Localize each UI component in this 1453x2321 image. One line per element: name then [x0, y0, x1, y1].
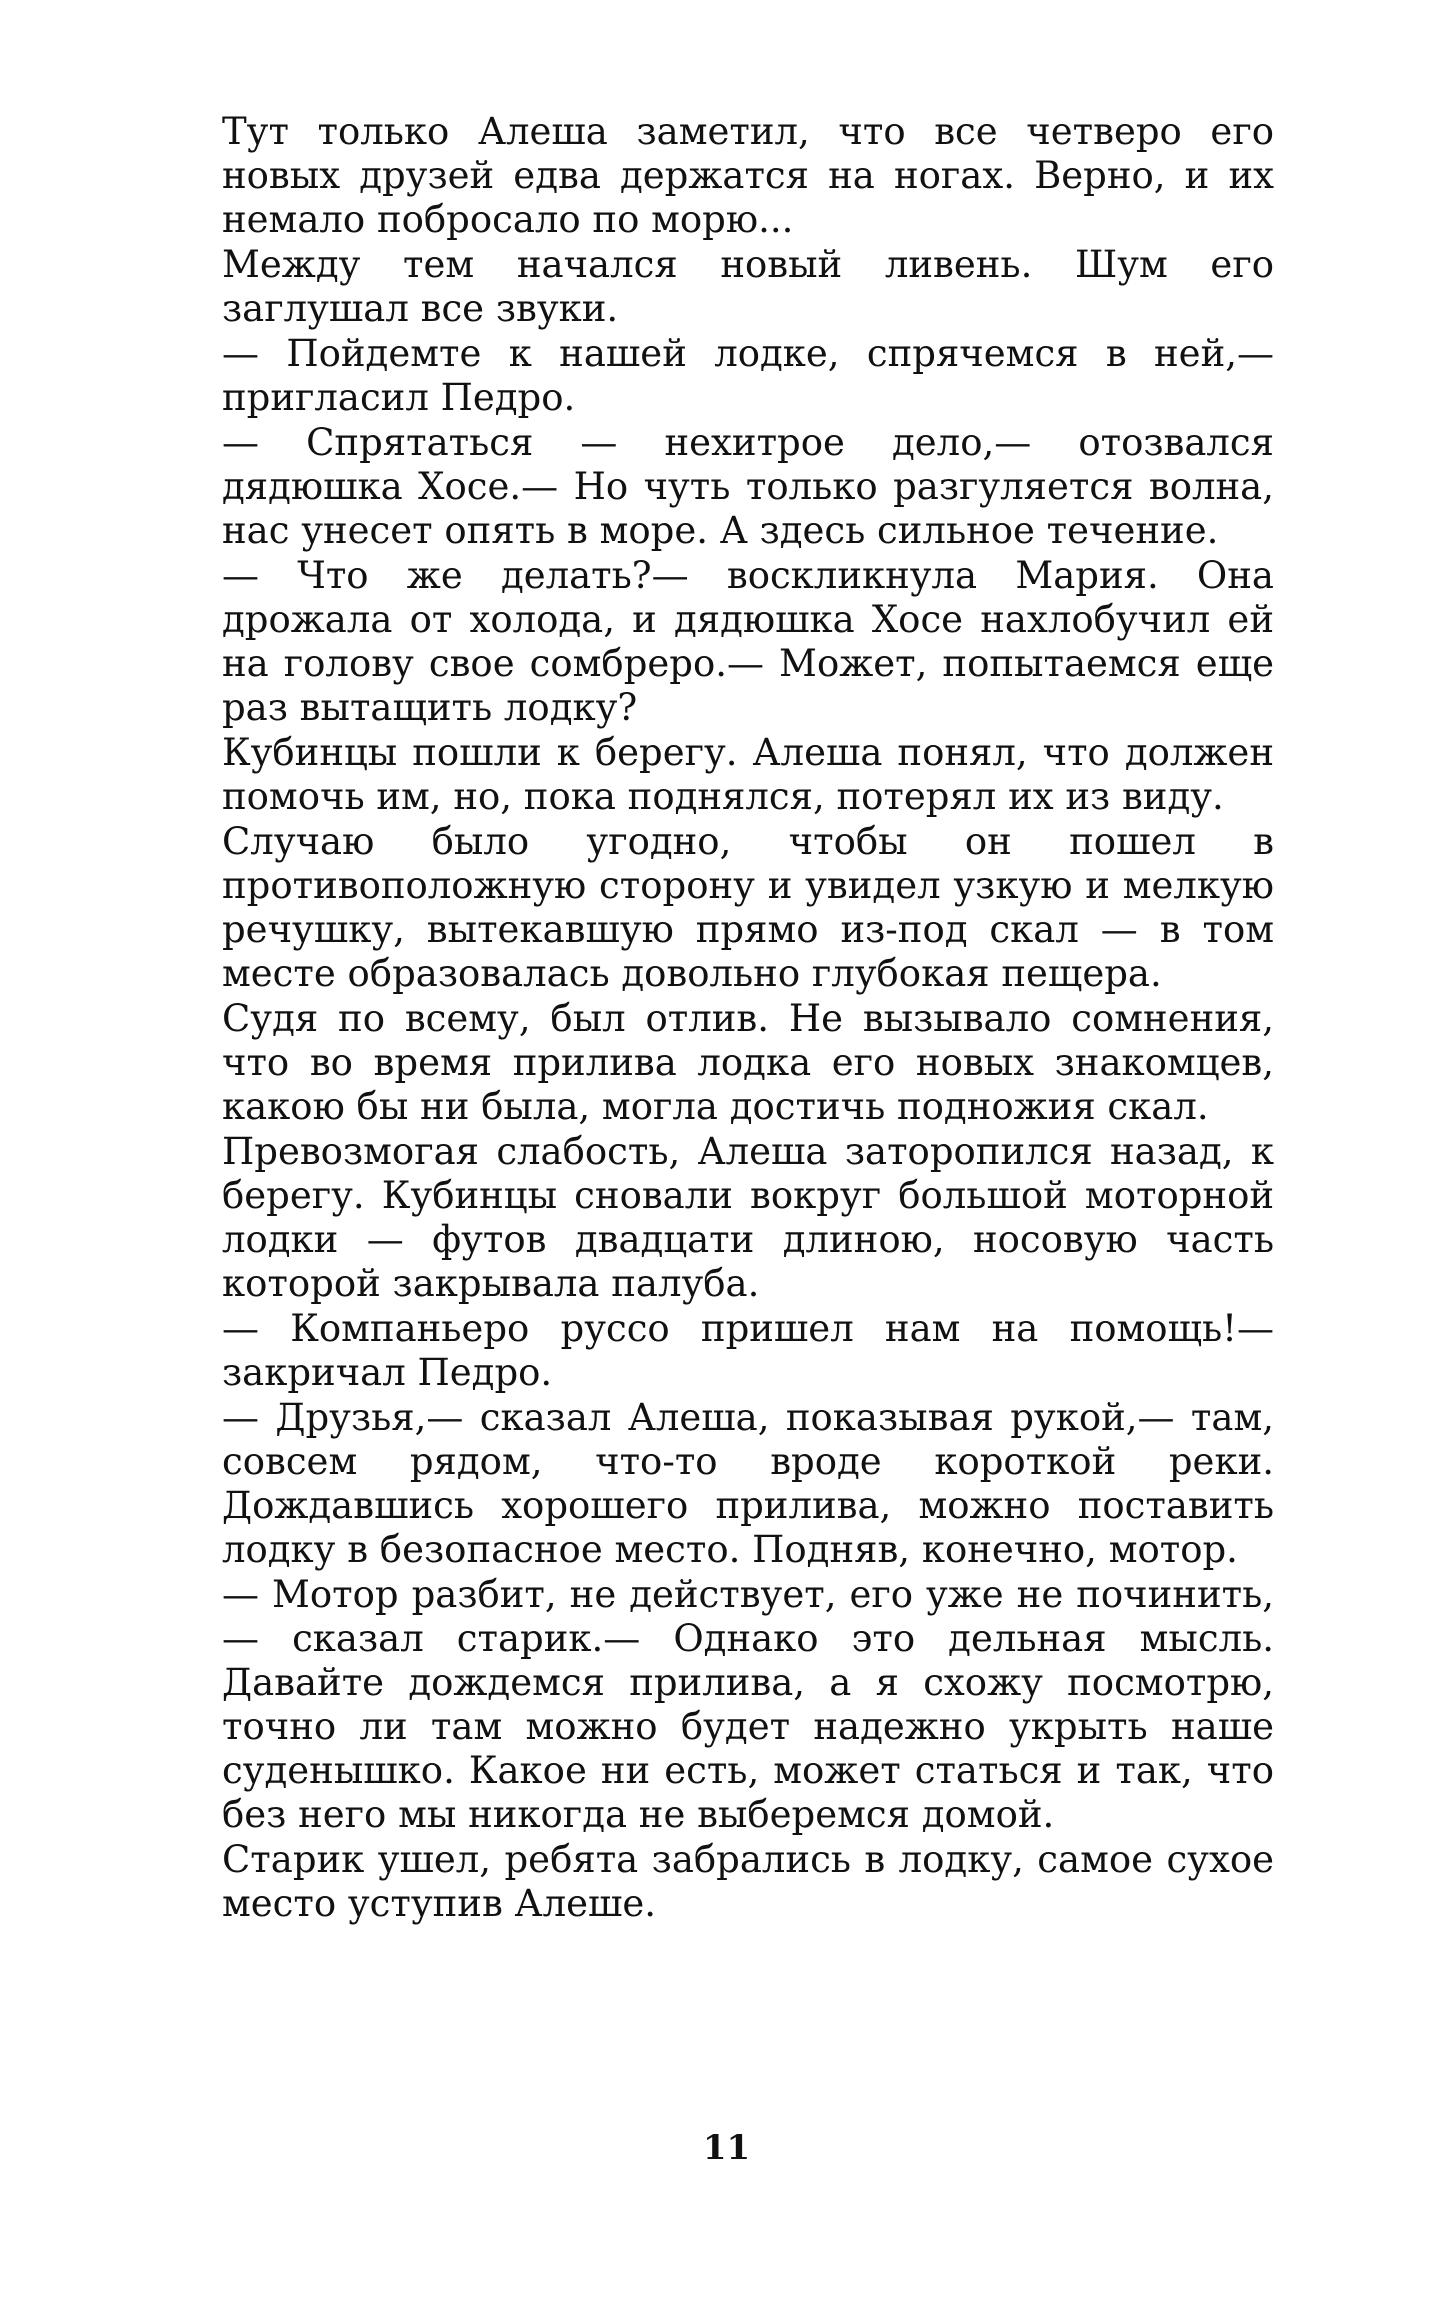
paragraph: Превозмогая слабость, Алеша заторопился назад, к берегу. Кубинцы сновали вокруг большой моторной лодки — футов двадцати длиною, носовую часть которой закрывала палуба.	[222, 1130, 1274, 1305]
paragraph: Судя по всему, был отлив. Не вызывало сомнения, что во время прилива лодка его новых знакомцев, какою бы ни была, могла достичь подножия скал.	[222, 997, 1274, 1128]
page-body	[222, 110, 1274, 1927]
paragraph: Случаю было угодно, чтобы он пошел в противоположную сторону и увидел узкую и мелкую речушку, вытекавшую прямо из-под скал — в том месте образовалась довольно глубокая пещера.	[222, 820, 1274, 995]
paragraph: — Компаньеро руссо пришел нам на помощь!— закричал Педро.	[222, 1307, 1274, 1394]
paragraph: Кубинцы пошли к берегу. Алеша понял, что должен помочь им, но, пока поднялся, потерял их из виду.	[222, 731, 1274, 818]
paragraph: Старик ушел, ребята забрались в лодку, самое сухое место уступив Алеше.	[222, 1838, 1274, 1925]
paragraph: — Пойдемте к нашей лодке, спрячемся в ней,— пригласил Педро.	[222, 332, 1274, 419]
paragraph: Между тем начался новый ливень. Шум его заглушал все звуки.	[222, 243, 1274, 330]
page-number: 11	[702, 2128, 751, 2168]
paragraph: — Спрятаться — нехитрое дело,— отозвался дядюшка Хосе.— Но чуть только разгуляется волна, нас унесет опять в море. А здесь сильное течение.	[222, 421, 1274, 552]
paragraph: Тут только Алеша заметил, что все четверо его новых друзей едва держатся на ногах. Верно, и их немало побросало по морю...	[222, 110, 1274, 241]
paragraph: — Что же делать?— воскликнула Мария. Она дрожала от холода, и дядюшка Хосе нахлобучил ей на голову свое сомбреро.— Может, попытаемся еще раз вытащить лодку?	[222, 554, 1274, 729]
paragraph: — Мотор разбит, не действует, его уже не починить,— сказал старик.— Однако это дельная мысль. Давайте дождемся прилива, а я схожу посмотрю, точно ли там можно будет надежно укрыть наше суденышко. Какое ни есть, может статься и так, что без него мы никогда не выберемся домой.	[222, 1573, 1274, 1836]
paragraph: — Друзья,— сказал Алеша, показывая рукой,— там, совсем рядом, что-то вроде короткой реки. Дождавшись хорошего прилива, можно поставить лодку в безопасное место. Подняв, конечно, мотор.	[222, 1396, 1274, 1571]
